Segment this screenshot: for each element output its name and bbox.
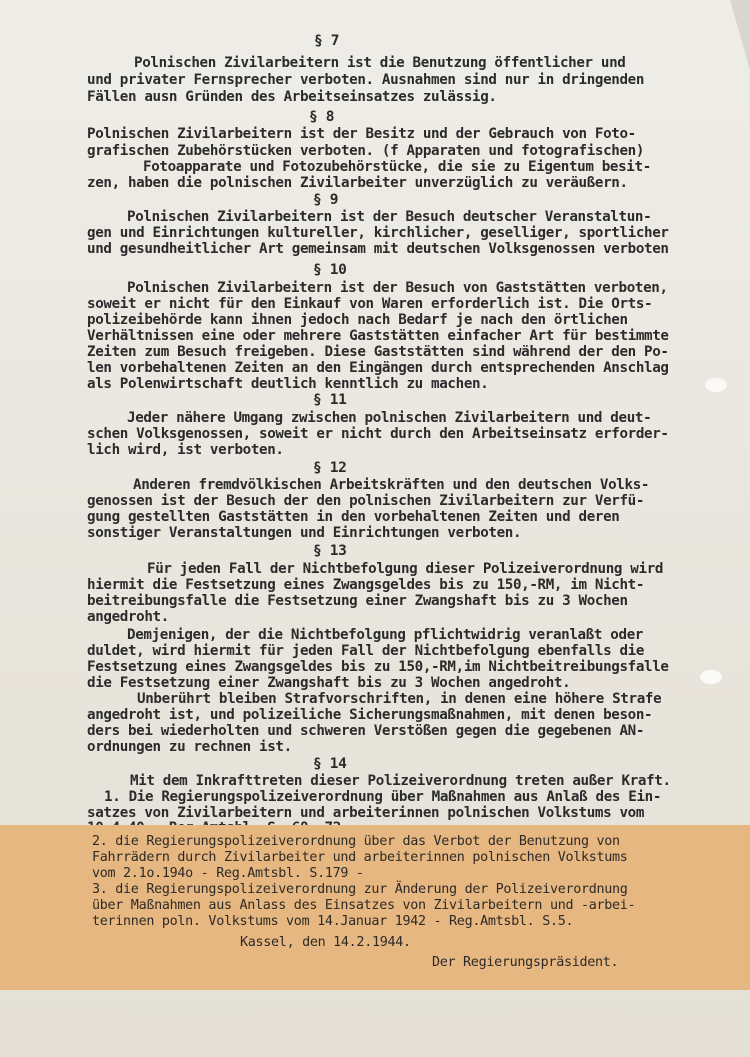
text-line: terinnen poln. Volkstums vom 14.Januar 1942 - Reg.Amtsbl. S.5. — [92, 914, 574, 929]
text-line: Fotoapparate und Fotozubehörstücke, die sie zu Eigentum besit- — [143, 159, 651, 175]
text-line: vom 2.1o.194o - Reg.Amtsbl. S.179 - — [92, 866, 364, 881]
text-line: Polnischen Zivilarbeitern ist der Besuch deutscher Veranstaltun- — [127, 209, 652, 225]
text-line: soweit er nicht für den Einkauf von Waren erforderlich ist. Die Orts- — [87, 296, 653, 312]
text-line: Polnischen Zivilarbeitern ist die Benutzung öffentlicher und — [134, 55, 626, 71]
text-line: ders bei wiederholten und schweren Verstößen gegen die gegebenen AN- — [87, 723, 645, 739]
pasted-strip — [0, 825, 750, 990]
text-line: Anderen fremdvölkischen Arbeitskräften und den deutschen Volks- — [133, 477, 650, 493]
text-line: die Festsetzung einer Zwangshaft bis zu 3 Wochen angedroht. — [87, 675, 571, 691]
place-date: Kassel, den 14.2.1944. — [240, 935, 411, 950]
text-line: Jeder nähere Umgang zwischen polnischen Zivilarbeitern und deut- — [127, 410, 652, 426]
folded-corner — [730, 0, 750, 70]
section-heading: § 7 — [314, 33, 340, 49]
text-line: lich wird, ist verboten. — [87, 442, 284, 458]
text-line: 1. Die Regierungspolizeiverordnung über Maßnahmen aus Anlaß des Ein- — [104, 789, 662, 805]
section-heading: § 9 — [313, 192, 339, 208]
section-heading: § 10 — [313, 262, 347, 278]
text-line: grafischen Zubehörstücken verboten. (f Apparaten und fotografischen) — [87, 143, 645, 159]
paper-hole — [705, 378, 727, 392]
text-line: angedroht. — [87, 609, 169, 625]
text-line: gen und Einrichtungen kultureller, kirchlicher, geselliger, sportlicher — [87, 225, 669, 241]
text-line: Polnischen Zivilarbeitern ist der Besuch von Gaststätten verboten, — [127, 280, 668, 296]
text-line: Fahrrädern durch Zivilarbeiter und arbeiterinnen polnischen Volkstums — [92, 850, 628, 865]
text-line: Fällen ausn Gründen des Arbeitseinsatzes zulässig. — [87, 89, 497, 105]
paper-hole — [700, 670, 722, 684]
text-line: Polnischen Zivilarbeitern ist der Besitz und der Gebrauch von Foto- — [87, 126, 636, 142]
text-line: ordnungen zu rechnen ist. — [87, 739, 292, 755]
text-line: beitreibungsfalle die Festsetzung einer Zwangshaft bis zu 3 Wochen — [87, 593, 628, 609]
text-line: Demjenigen, der die Nichtbefolgung pflichtwidrig veranlaßt oder — [127, 627, 644, 643]
text-line: 2. die Regierungspolizeiverordnung über das Verbot der Benutzung von — [92, 834, 620, 849]
text-line: duldet, wird hiermit für jeden Fall der Nichtbefolgung ebenfalls die — [87, 643, 645, 659]
section-heading: § 13 — [313, 543, 347, 559]
text-line: über Maßnahmen aus Anlass des Einsatzes von Zivilarbeitern und -arbei- — [92, 898, 636, 913]
text-line: 3. die Regierungspolizeiverordnung zur Änderung der Polizeiverordnung — [92, 882, 628, 897]
section-heading: § 12 — [313, 460, 347, 476]
text-line: len vorbehaltenen Zeiten an den Eingängen durch entsprechenden Anschlag — [87, 360, 669, 376]
text-line: Mit dem Inkrafttreten dieser Polizeiverordnung treten außer Kraft. — [130, 773, 671, 789]
text-line: Für jeden Fall der Nichtbefolgung dieser Polizeiverordnung wird — [147, 561, 664, 577]
text-line: angedroht ist, und polizeiliche Sicherungsmaßnahmen, mit denen beson- — [87, 707, 653, 723]
text-line: Verhältnissen eine oder mehrere Gaststätten einfacher Art für bestimmte — [87, 328, 669, 344]
text-line: zen, haben die polnischen Zivilarbeiter unverzüglich zu veräußern. — [87, 175, 628, 191]
text-line: genossen ist der Besuch der den polnischen Zivilarbeitern zur Verfü- — [87, 493, 645, 509]
section-heading: § 8 — [309, 109, 335, 125]
text-line: schen Volksgenossen, soweit er nicht durch den Arbeitseinsatz erforder- — [87, 426, 669, 442]
text-line: Festsetzung eines Zwangsgeldes bis zu 150,-RM,im Nichtbeitreibungsfalle — [87, 659, 669, 675]
text-line: sonstiger Veranstaltungen und Einrichtungen verboten. — [87, 525, 522, 541]
section-heading: § 14 — [313, 756, 347, 772]
text-line: und privater Fernsprecher verboten. Ausnahmen sind nur in dringenden — [87, 72, 645, 88]
text-line: und gesundheitlicher Art gemeinsam mit deutschen Volksgenossen verboten — [87, 241, 669, 257]
text-line: hiermit die Festsetzung eines Zwangsgeldes bis zu 150,-RM, im Nicht- — [87, 577, 645, 593]
text-line: als Polenwirtschaft deutlich kenntlich zu machen. — [87, 376, 489, 392]
text-line: Zeiten zum Besuch freigeben. Diese Gaststätten sind während der den Po- — [87, 344, 669, 360]
text-line: gung gestellten Gaststätten in den vorbehaltenen Zeiten und deren — [87, 509, 620, 525]
signature-line: Der Regierungspräsident. — [432, 955, 619, 970]
text-line: satzes von Zivilarbeitern und arbeiterinnen polnischen Volkstums vom — [87, 805, 645, 821]
section-heading: § 11 — [313, 392, 347, 408]
text-line: polizeibehörde kann ihnen jedoch nach Bedarf je nach den örtlichen — [87, 312, 628, 328]
text-line: Unberührt bleiben Strafvorschriften, in denen eine höhere Strafe — [137, 691, 662, 707]
